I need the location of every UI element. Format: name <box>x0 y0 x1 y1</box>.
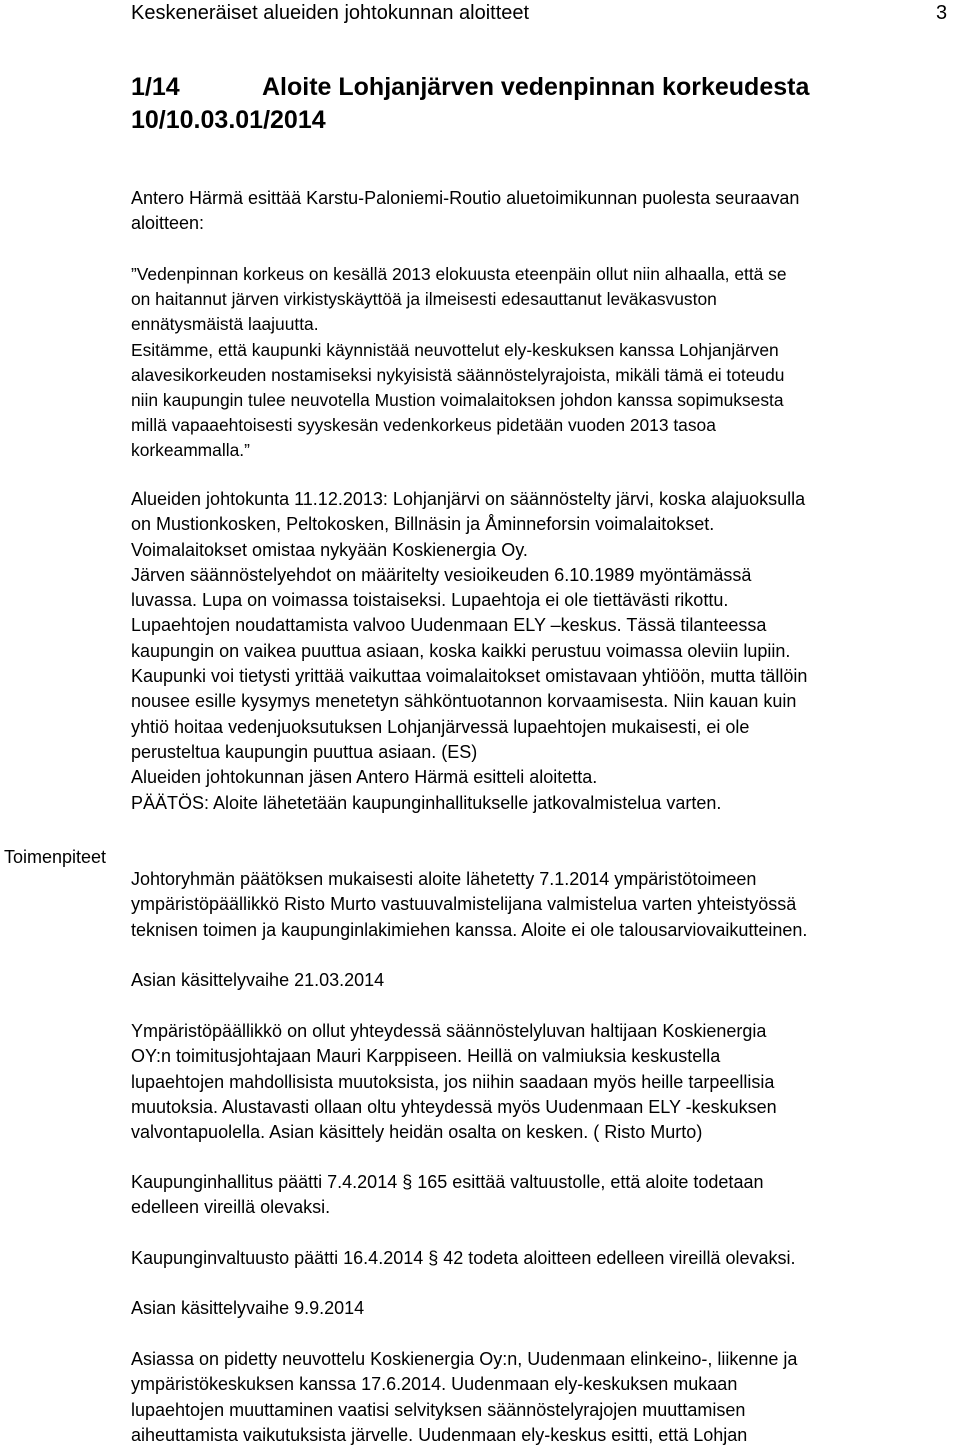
item-title-text: Aloite Lohjanjärven vedenpinnan korkeudesta <box>262 73 810 101</box>
text-line: valvontapuolella. Asian käsittely heidän osalta on kesken. ( Risto Murto) <box>131 1122 703 1143</box>
actions-paragraph-3 <box>131 1170 956 1221</box>
item-title-line <box>131 71 951 104</box>
text-line: teknisen toimen ja kaupunginlakimiehen kanssa. Aloite ei ole talousarviovaikutteinen. <box>131 919 808 940</box>
text-line: yhtiö hoitaa vedenjuoksutuksen Lohjanjärvessä lupaehtojen mukaisesti, ei ole <box>131 716 750 737</box>
actions-paragraph-5 <box>131 1347 956 1448</box>
text-line: ympäristöpäällikkö Risto Murto vastuuvalmistelijana valmistelua varten yhteistyössä <box>131 894 797 915</box>
actions-paragraph-1 <box>131 867 956 943</box>
text-line: lupaehtojen mahdollisista muutoksista, jos niihin saadaan myös heille tarpeellisia <box>131 1071 775 1092</box>
page-number: 3 <box>936 2 948 24</box>
item-reference: 10/10.03.01/2014 <box>131 106 326 134</box>
text-line: on haitannut järven virkistyskäyttöä ja ilmeisesti edesauttanut leväkasvuston <box>131 289 717 310</box>
text-line: niin kaupungin tulee neuvotella Mustion voimalaitoksen johdon kanssa sopimuksesta <box>131 390 784 411</box>
text-line: alavesikorkeuden nostamiseksi nykyisistä säännöstelyrajoista, mikäli tämä ei toteudu <box>131 364 785 385</box>
text-line: Kaupunki voi tietysti yrittää vaikuttaa voimalaitokset omistavaan yhtiöön, mutta tällöin <box>131 666 808 687</box>
text-line: aiheuttamista vaikutuksista järvelle. Uudenmaan ely-keskus esitti, että Lohjan <box>131 1424 748 1445</box>
text-line: ”Vedenpinnan korkeus on kesällä 2013 elokuusta eteenpäin ollut niin alhaalla, että se <box>131 264 787 284</box>
text-line: korkeammalla.” <box>131 440 250 461</box>
running-header: Keskeneräiset alueiden johtokunnan aloitteet <box>131 2 530 24</box>
initiative-quote <box>131 262 956 464</box>
text-line: Esitämme, että kaupunki käynnistää neuvottelut ely-keskuksen kanssa Lohjanjärven <box>131 339 779 360</box>
text-line: Järven säännöstelyehdot on määritelty vesioikeuden 6.10.1989 myöntämässä <box>131 564 752 585</box>
text-line: PÄÄTÖS: Aloite lähetetään kaupunginhallitukselle jatkovalmistelua varten. <box>131 792 722 813</box>
item-number: 1/14 <box>131 73 180 101</box>
text-line: Voimalaitokset omistaa nykyään Koskienergia Oy. <box>131 539 528 560</box>
text-line: millä vapaaehtoisesti syyskesän vedenkorkeus pidetään vuoden 2013 tasoa <box>131 415 716 436</box>
stage-heading-2: Asian käsittelyvaihe 9.9.2014 <box>131 1298 365 1318</box>
text-line: Antero Härmä esittää Karstu-Paloniemi-Routio aluetoimikunnan puolesta seuraavan <box>131 188 800 208</box>
text-line: Lupaehtojen noudattamista valvoo Uudenmaan ELY –keskus. Tässä tilanteessa <box>131 615 767 636</box>
text-line: kaupungin on vaikea puuttua asiaan, koska kaikki perustuu voimassa oleviin lupiin. <box>131 640 791 661</box>
board-response <box>131 487 956 816</box>
text-line: perusteltua kaupungin puuttua asiaan. (ES) <box>131 741 478 762</box>
stage-heading-1: Asian käsittelyvaihe 21.03.2014 <box>131 970 385 990</box>
actions-paragraph-4: Kaupunginvaltuusto päätti 16.4.2014 § 42 todeta aloitteen edelleen vireillä olevaksi. <box>131 1248 796 1268</box>
text-line: ympäristökeskuksen kanssa 17.6.2014. Uudenmaan ely-keskuksen mukaan <box>131 1374 738 1395</box>
text-line: aloitteen: <box>131 213 205 234</box>
text-line: OY:n toimitusjohtajaan Mauri Karppiseen. Heillä on valmiuksia keskustella <box>131 1046 721 1067</box>
item-title <box>131 71 951 137</box>
text-line: edelleen vireillä olevaksi. <box>131 1197 331 1218</box>
text-line: on Mustionkosken, Peltokosken, Billnäsin ja Åminneforsin voimalaitokset. <box>131 514 715 535</box>
text-line: lupaehtojen muuttaminen vaatisi selvityksen säännöstelyrajojen muuttamisen <box>131 1399 746 1420</box>
side-label-toimenpiteet: Toimenpiteet <box>4 847 107 867</box>
intro-paragraph <box>131 186 956 237</box>
text-line: Asiassa on pidetty neuvottelu Koskienergia Oy:n, Uudenmaan elinkeino-, liikenne ja <box>131 1349 798 1369</box>
text-line: Johtoryhmän päätöksen mukaisesti aloite lähetetty 7.1.2014 ympäristötoimeen <box>131 869 757 889</box>
actions-paragraph-2 <box>131 1019 956 1145</box>
text-line: Ympäristöpäällikkö on ollut yhteydessä säännöstelyluvan haltijaan Koskienergia <box>131 1021 767 1041</box>
text-line: nousee esille kysymys menetetyn sähköntuotannon korvaamisesta. Niin kauan kuin <box>131 691 797 712</box>
text-line: luvassa. Lupa on voimassa toistaiseksi. Lupaehtoja ei ole tiettävästi rikottu. <box>131 590 729 611</box>
text-line: ennätysmäistä laajuutta. <box>131 314 319 335</box>
text-line: Kaupunginhallitus päätti 7.4.2014 § 165 esittää valtuustolle, että aloite todetaan <box>131 1172 764 1192</box>
text-line: muutoksia. Alustavasti ollaan oltu yhteydessä myös Uudenmaan ELY -keskuksen <box>131 1096 777 1117</box>
text-line: Alueiden johtokunnan jäsen Antero Härmä esitteli aloitetta. <box>131 767 598 788</box>
text-line: Alueiden johtokunta 11.12.2013: Lohjanjärvi on säännöstelty järvi, koska alajuoksulla <box>131 489 806 509</box>
